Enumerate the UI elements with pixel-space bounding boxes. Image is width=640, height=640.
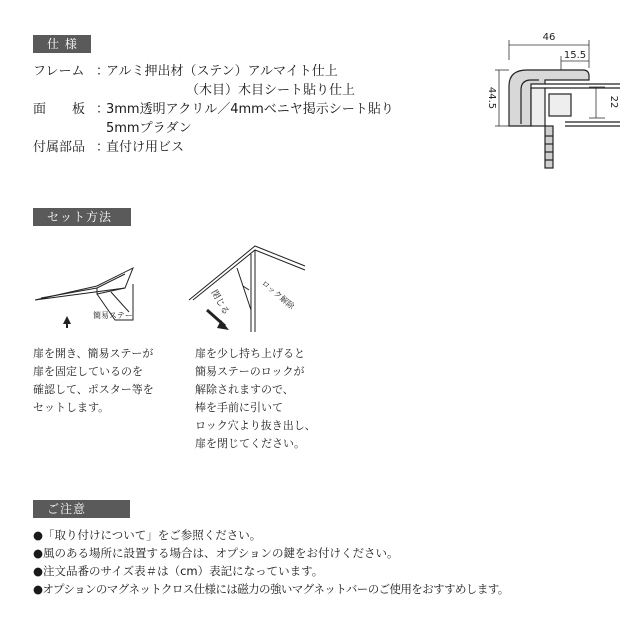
spec-label: フレーム [33,64,85,79]
spec-value: アルミ押出材（ステン）アルマイト仕上 [106,64,338,79]
setup-step1-text: 扉を開き、簡易ステーが 扉を固定しているのを 確認して、ポスター等を セットします。 [33,347,154,414]
spec-row-parts [33,138,184,157]
spec-value: （木目）木目シート貼り仕上 [186,83,356,98]
spec-label: 付属部品 [33,140,86,155]
frame-channel [531,88,545,126]
note-item: ●注文品番のサイズ表＃は（cm）表記になっています。 [33,564,324,578]
setup-step2-illustration [185,240,310,340]
spec-value: 5mmプラダン [106,121,192,136]
dim-width-label: 46 [542,32,556,43]
close-label: 閉じる [208,288,231,317]
spec-separator: ： [96,140,110,155]
spec-row-frame [33,62,338,81]
note-item: ●風のある場所に設置する場合は、オプションの鍵をお付けください。 [33,546,399,560]
spec-value: 直付け用ビス [106,140,185,155]
dim-inner-label: 15.5 [563,50,587,61]
note-item: ●「取り付けについて」をご参照ください。 [33,528,262,542]
note-item: ●オプションのマグネットクロス仕様には磁力の強いマグネットバーのご使用をおすすめします。 [33,582,509,596]
setup-heading: セット方法 [33,208,131,226]
stay-rod [237,268,251,310]
spec-separator: ： [96,102,110,117]
unlock-label: ロック解除 [259,278,297,312]
spec-heading: 仕 様 [33,35,91,53]
frame-lock-block [549,94,571,116]
screw-shaft [545,126,553,168]
dim-depth-label: 22 [608,95,619,109]
spec-row-panel [33,100,394,119]
arrow-up-icon [63,316,71,324]
frame-corner [189,246,305,300]
spec-value: 3mm透明アクリル／4mmベニヤ掲示シート貼り [106,102,394,117]
spec-row-panel-cont [106,119,192,138]
notes-heading: ご注意 [33,500,130,518]
setup-step1-illustration [33,262,143,342]
spec-separator: ： [96,64,110,79]
frame-section-diagram [465,28,625,178]
stay-label: 簡易ステー [93,311,133,320]
door-panel [35,268,133,300]
spec-label: 面 板 [33,102,86,117]
dim-height-label: 44.5 [486,86,497,110]
setup-step2-text: 扉を少し持ち上げると 簡易ステーのロックが 解除されますので、 棒を手前に引いて ロック穴より抜き出し、 扉を閉じてください。 [195,347,316,450]
stay-bar [111,292,129,312]
spec-row-frame-wood [186,81,355,100]
